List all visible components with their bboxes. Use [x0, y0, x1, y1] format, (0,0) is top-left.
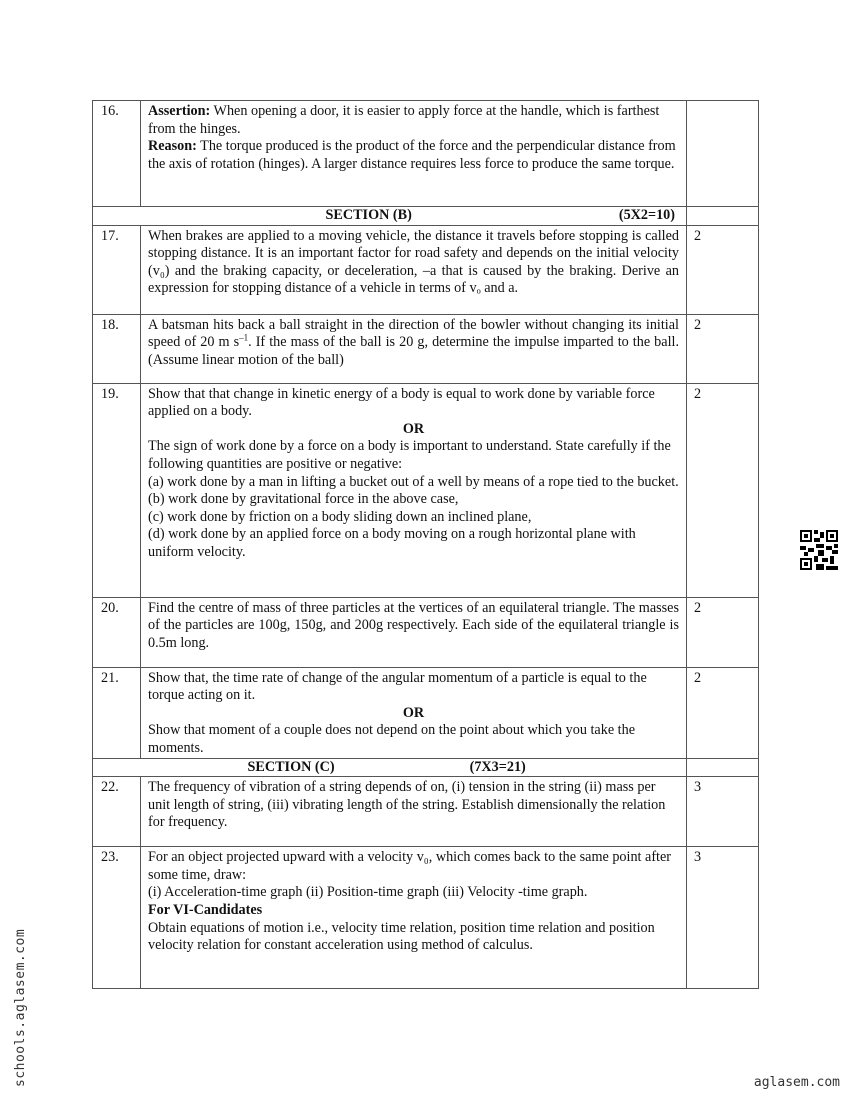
question-text: Obtain equations of motion i.e., velocity time relation, position time relation and position velocity relation for constant acceleration using method of calculus. — [148, 919, 655, 954]
marks: 2 — [687, 667, 759, 758]
question-row-19 — [93, 383, 759, 597]
marks: 3 — [687, 847, 759, 989]
section-scheme: (7X3=21) — [469, 758, 526, 775]
or-label: OR — [402, 704, 425, 721]
question-number: 21. — [93, 667, 141, 758]
text-part: A batsman hits back a ball straight in the direction of the bowler without changing its initial speed of 20 m s — [148, 316, 679, 351]
question-text: When brakes are applied to a moving vehicle, the distance it travels before stopping is called stopping distance. It is an important factor for road safety and depends on the initial velocity (v₀) and the braking capacity, or deceleration, –a that is caused by the braking. Derive an expression for stopping distance of a vehicle in terms of vₒ and a. — [141, 225, 687, 314]
question-text: Show that that change in kinetic energy of a body is equal to work done by variable force applied on a body. — [148, 385, 655, 420]
question-number: 22. — [93, 777, 141, 847]
question-number: 16. — [93, 101, 141, 207]
question-text: The sign of work done by a force on a body is important to understand. State carefully if the following quantities are positive or negative: — [148, 438, 671, 472]
question-text: (i) Acceleration-time graph (ii) Position-time graph (iii) Velocity -time graph. — [148, 884, 588, 901]
section-title: SECTION (B) — [325, 207, 412, 223]
question-row-23 — [93, 847, 759, 989]
watermark-right: aglasem.com — [753, 1075, 840, 1090]
or-label: OR — [402, 420, 425, 437]
sub-item: (d) work done by an applied force on a body moving on a rough horizontal plane with uniform velocity. — [148, 526, 636, 560]
sub-item: (b) work done by gravitational force in the above case, — [148, 491, 459, 508]
question-row-21 — [93, 667, 759, 758]
question-table — [92, 100, 759, 989]
qr-code-icon — [800, 530, 838, 570]
question-row-16 — [93, 101, 759, 207]
section-c-header — [93, 758, 759, 777]
assertion-label: Assertion: — [148, 103, 211, 119]
marks — [687, 101, 759, 207]
sub-item: (c) work done by friction on a body sliding down an inclined plane, — [148, 508, 532, 525]
question-number: 23. — [93, 847, 141, 989]
reason-text: The torque produced is the product of the force and the perpendicular distance from the axis of rotation (hinges). A larger distance requires less force to produce the same torque. — [148, 138, 676, 172]
question-row-18 — [93, 314, 759, 383]
question-text: Find the centre of mass of three particles at the vertices of an equilateral triangle. The masses of the particles are 100g, 150g, and 200g respectively. Each side of the equilateral triangle is 0.5m long. — [141, 597, 687, 667]
question-text: For an object projected upward with a velocity v₀, which comes back to the same point after some time, draw: — [148, 849, 672, 883]
marks: 3 — [687, 777, 759, 847]
section-scheme: (5X2=10) — [618, 207, 675, 223]
marks: 2 — [687, 383, 759, 597]
superscript: –1 — [239, 332, 249, 343]
text-part: . If the mass of the ball is 20 g, determine the impulse imparted to the ball. (Assume linear motion of the ball) — [148, 334, 679, 368]
marks: 2 — [687, 597, 759, 667]
assertion-text: When opening a door, it is easier to apply force at the handle, which is farthest from the hinges. — [148, 103, 660, 137]
question-number: 19. — [93, 383, 141, 597]
reason-label: Reason: — [148, 138, 197, 155]
marks: 2 — [687, 225, 759, 314]
question-number: 18. — [93, 314, 141, 383]
question-row-17 — [93, 225, 759, 314]
section-b-header — [93, 207, 759, 226]
question-row-22 — [93, 777, 759, 847]
question-number: 17. — [93, 225, 141, 314]
watermark-left: schools.aglasem.com — [13, 928, 28, 1087]
question-row-20 — [93, 597, 759, 667]
sub-item: (a) work done by a man in lifting a bucket out of a well by means of a rope tied to the bucket. — [148, 473, 679, 490]
question-text — [141, 314, 687, 383]
vi-candidates-label: For VI-Candidates — [148, 901, 263, 918]
section-title: SECTION (C) — [247, 758, 335, 775]
question-text: Show that moment of a couple does not depend on the point about which you take the moments. — [148, 722, 636, 756]
marks: 2 — [687, 314, 759, 383]
question-text: Show that, the time rate of change of the angular momentum of a particle is equal to the torque acting on it. — [148, 669, 647, 704]
question-text: The frequency of vibration of a string depends of on, (i) tension in the string (ii) mass per unit length of string, (iii) vibrating length of the string. Establish dimensionally the relation for frequency. — [141, 777, 687, 847]
question-number: 20. — [93, 597, 141, 667]
